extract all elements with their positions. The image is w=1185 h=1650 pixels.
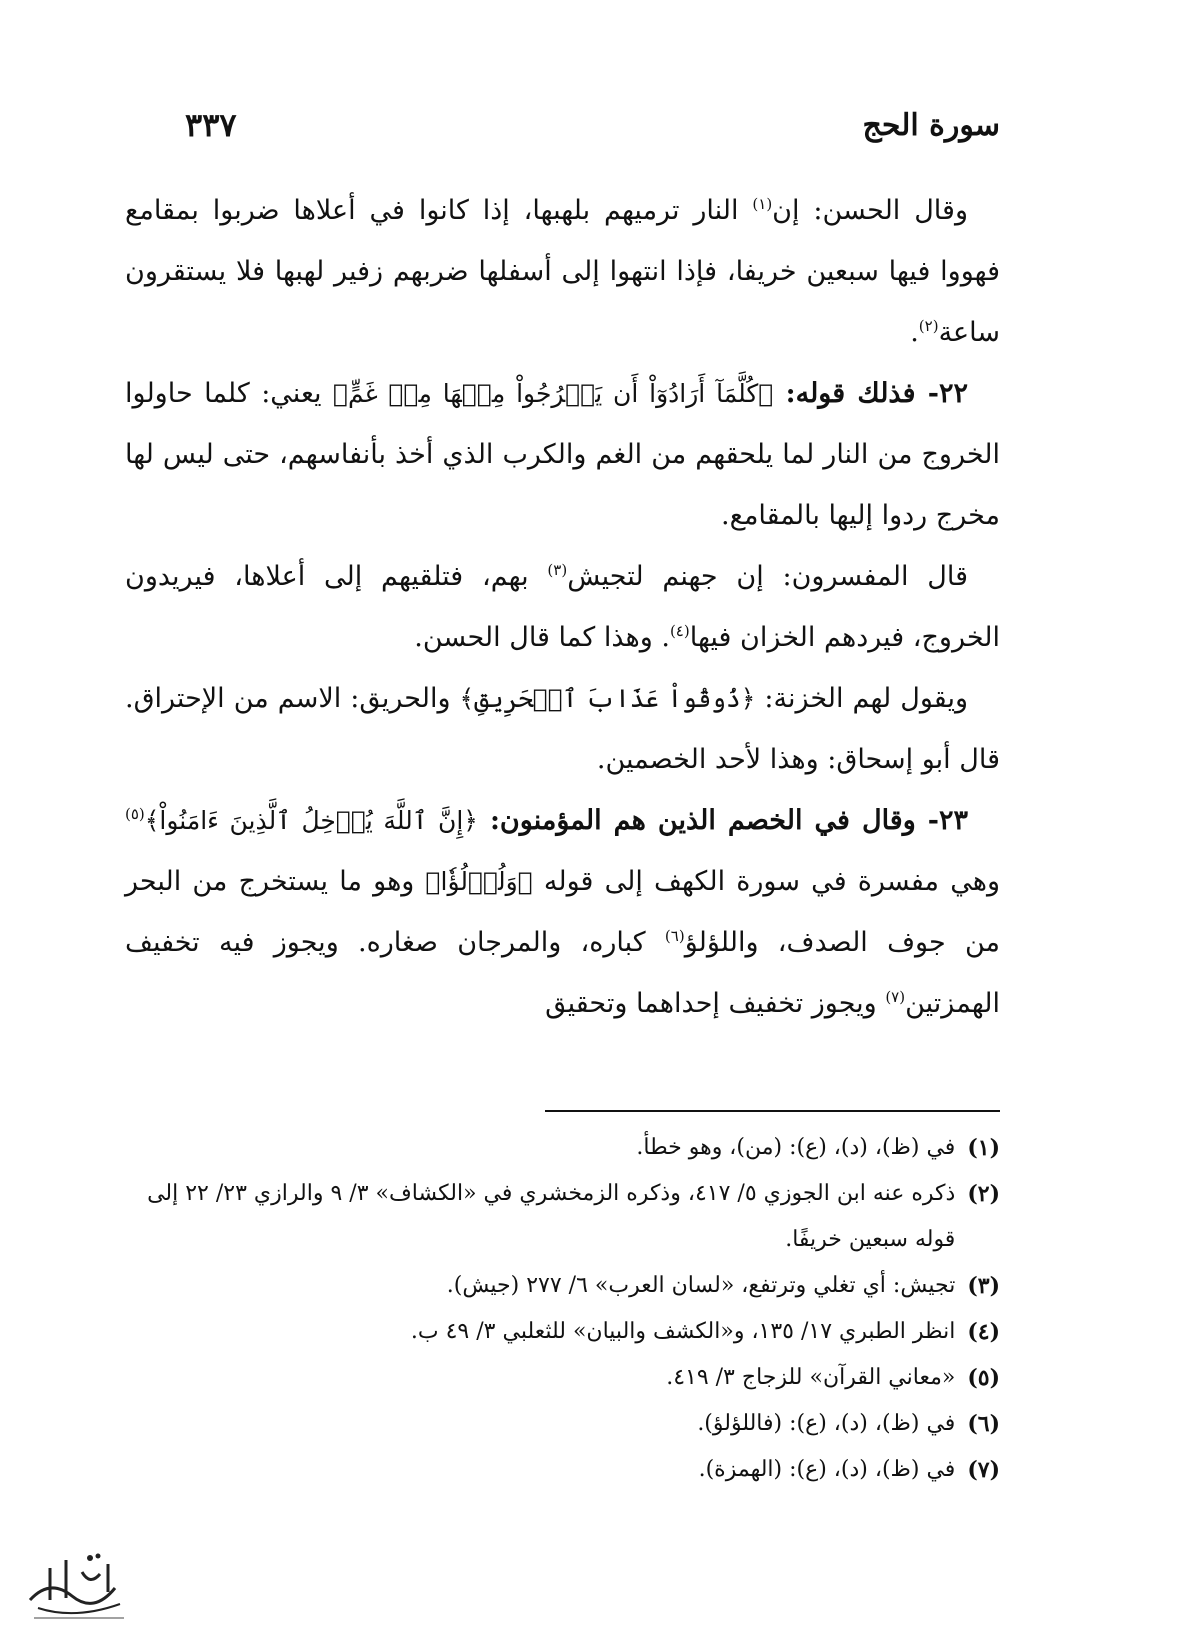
text-run: . <box>910 317 919 348</box>
footnote-ref-1: (١) <box>752 195 773 213</box>
text-run: . وهذا كما قال الحسن. <box>414 622 670 653</box>
footnote-number: (٥) <box>967 1365 1000 1391</box>
footnote-number: (٢) <box>967 1181 1000 1207</box>
footnote-7 <box>125 1447 1000 1493</box>
text-run: بهم، فتلقيهم إلى أعلاها، فيريدون الخروج، فيردهم الخزان فيها <box>125 561 1000 653</box>
footnote-text: ذكره عنه ابن الجوزي ٥/ ٤١٧، وذكره الزمخشري في «الكشاف» ٣/ ٩ والرازي ٢٣/ ٢٢ إلى قوله سبعين خريفًا. <box>147 1181 956 1252</box>
footnote-4 <box>125 1309 1000 1355</box>
text-run: النار ترميهم بلهبها، إذا كانوا في أعلاها ضربوا بمقامع فهووا فيها سبعين خريفا، فإذا انتهوا إلى أسفلها ضربهم زفير لهبها فلا يستقرون ساعة <box>125 195 1000 348</box>
quran-quote: ﴿إِنَّ ٱللَّهَ يُدۡخِلُ ٱلَّذِينَ ءَامَنُواْ﴾ <box>144 806 478 835</box>
footnote-ref-2: (٢) <box>918 317 939 335</box>
footnote-number: (٤) <box>967 1319 1000 1345</box>
quran-quote: ﴿كُلَّمَآ أَرَادُوٓاْ أَن يَخۡرُجُواْ مِنۡهَا مِنۡ غَمٍّ﴾ <box>332 379 774 408</box>
paragraph-5 <box>125 790 1000 1034</box>
text-run: وقال الحسن: إن <box>772 195 968 226</box>
footnote-text: في (ظ)، (د)، (ع): (الهمزة). <box>698 1457 956 1482</box>
text-run: ويقول لهم الخزنة: <box>755 683 969 714</box>
text-run: قال المفسرون: إن جهنم لتجيش <box>567 561 968 592</box>
footnote-6 <box>125 1401 1000 1447</box>
footnote-number: (٦) <box>967 1411 1000 1437</box>
footnotes <box>125 1125 1000 1493</box>
footnote-text: تجيش: أي تغلي وترتفع، «لسان العرب» ٦/ ٢٧٧ (جيش). <box>446 1273 956 1298</box>
paragraph-4 <box>125 668 1000 790</box>
footnote-5 <box>125 1355 1000 1401</box>
footnote-ref-3: (٣) <box>547 561 568 579</box>
footnote-text: انظر الطبري ١٧/ ١٣٥، و«الكشف والبيان» للثعلبي ٣/ ٤٩ ب. <box>410 1319 956 1344</box>
quran-quote: ﴿ذُوقُواْ عَذَابَ ٱلۡحَرِيقِ﴾ <box>459 684 756 713</box>
text-run: كباره، والمرجان صغاره. ويجوز فيه تخفيف الهمزتين <box>125 927 1000 1019</box>
footnote-divider <box>545 1110 1000 1112</box>
footnote-ref-4: (٤) <box>669 622 690 640</box>
footnote-text: في (ظ)، (د)، (ع): (فاللؤلؤ). <box>697 1411 956 1436</box>
text-run: ويجوز تخفيف إحداهما وتحقيق <box>545 988 886 1019</box>
footnote-ref-5: (٥) <box>125 805 145 823</box>
text-run: يعني: كلما حاولوا الخروج من النار لما يلحقهم من الغم والكرب الذي أخذ بأنفاسهم، حتى ليس لها مخرج ردوا إليها بالمقامع. <box>125 378 1000 531</box>
text-run: والحريق: الاسم من الإحتراق. قال أبو إسحاق: وهذا لأحد الخصمين. <box>125 683 1000 775</box>
text-run: وهي مفسرة في سورة الكهف إلى قوله <box>532 866 1000 897</box>
footnote-number: (٧) <box>967 1457 1000 1483</box>
verse-number-23: ٢٣- وقال في الخصم الذين هم المؤمنون: <box>477 805 969 836</box>
footnote-ref-7: (٧) <box>885 988 906 1006</box>
footnote-2 <box>125 1171 1000 1263</box>
main-text <box>125 180 1000 1034</box>
footnote-number: (١) <box>967 1135 1000 1161</box>
footnote-1 <box>125 1125 1000 1171</box>
calligraphy-seal-icon <box>20 1538 135 1628</box>
footnote-ref-6: (٦) <box>664 927 685 945</box>
quran-quote: ﴿وَلُؤۡلُؤٗا﴾ <box>425 867 533 896</box>
seal-logo <box>20 1538 135 1628</box>
page-header <box>185 100 1000 150</box>
footnote-number: (٣) <box>967 1273 1000 1299</box>
verse-number-22: ٢٢- فذلك قوله: <box>773 378 969 409</box>
paragraph-3 <box>125 546 1000 668</box>
footnote-text: «معاني القرآن» للزجاج ٣/ ٤١٩. <box>666 1365 956 1390</box>
footnote-3 <box>125 1263 1000 1309</box>
running-title: سورة الحج <box>862 107 1000 143</box>
page-number: ٣٣٧ <box>185 106 237 144</box>
paragraph-1 <box>125 180 1000 363</box>
text-run: وهو ما يستخرج من البحر من جوف الصدف، واللؤلؤ <box>125 866 1000 958</box>
paragraph-2 <box>125 363 1000 546</box>
footnote-text: في (ظ)، (د)، (ع): (من)، وهو خطأ. <box>636 1135 956 1160</box>
